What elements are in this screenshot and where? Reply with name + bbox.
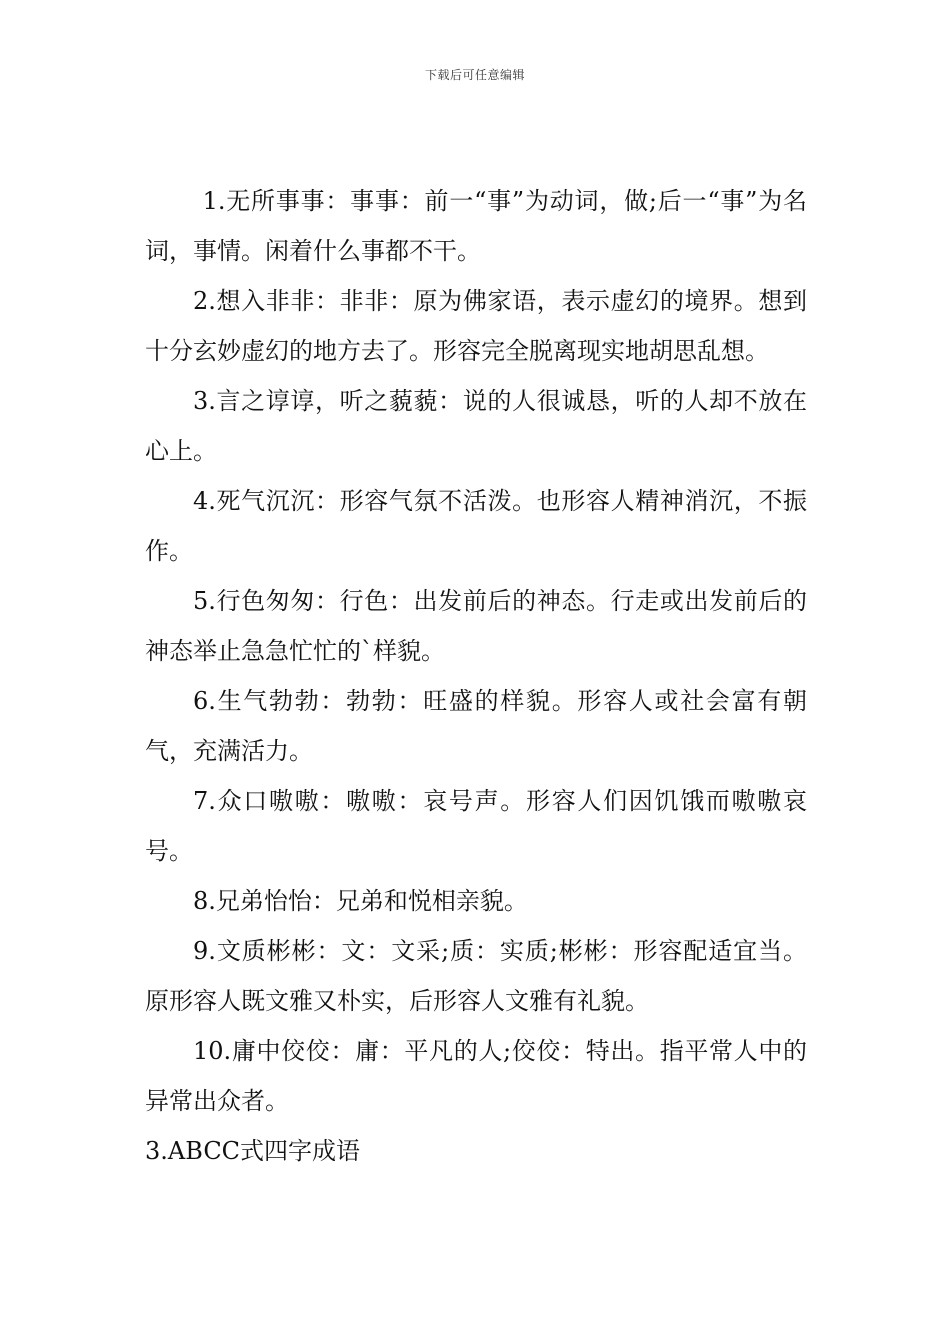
- page-header-note: 下载后可任意编辑: [424, 68, 525, 82]
- document-body: [145, 176, 807, 1176]
- idiom-entry-4: 4.死气沉沉：形容气氛不活泼。也形容人精神消沉，不振作。: [145, 487, 807, 565]
- section-heading: 3.ABCC式四字成语: [145, 1137, 361, 1165]
- idiom-entry-3: 3.言之谆谆，听之藐藐：说的人很诚恳，听的人却不放在心上。: [145, 387, 807, 465]
- idiom-entry-7: 7.众口嗷嗷：嗷嗷：哀号声。形容人们因饥饿而嗷嗷哀号。: [145, 787, 807, 865]
- idiom-entry-10: 10.庸中佼佼：庸：平凡的人;佼佼：特出。指平常人中的异常出众者。: [145, 1037, 807, 1115]
- idiom-entry-1: 1.无所事事：事事：前一“事”为动词，做;后一“事”为名词，事情。闲着什么事都不干。: [145, 187, 807, 265]
- idiom-entry-2: 2.想入非非：非非：原为佛家语，表示虚幻的境界。想到十分玄妙虚幻的地方去了。形容完全脱离现实地胡思乱想。: [145, 287, 807, 365]
- idiom-entry-5: 5.行色匆匆：行色：出发前后的神态。行走或出发前后的神态举止急急忙忙的`样貌。: [145, 587, 807, 665]
- idiom-entry-9: 9.文质彬彬：文：文采;质：实质;彬彬：形容配适宜当。原形容人既文雅又朴实，后形容人文雅有礼貌。: [145, 937, 807, 1015]
- idiom-entry-8: 8.兄弟怡怡：兄弟和悦相亲貌。: [193, 887, 528, 915]
- idiom-entry-6: 6.生气勃勃：勃勃：旺盛的样貌。形容人或社会富有朝气，充满活力。: [145, 687, 807, 765]
